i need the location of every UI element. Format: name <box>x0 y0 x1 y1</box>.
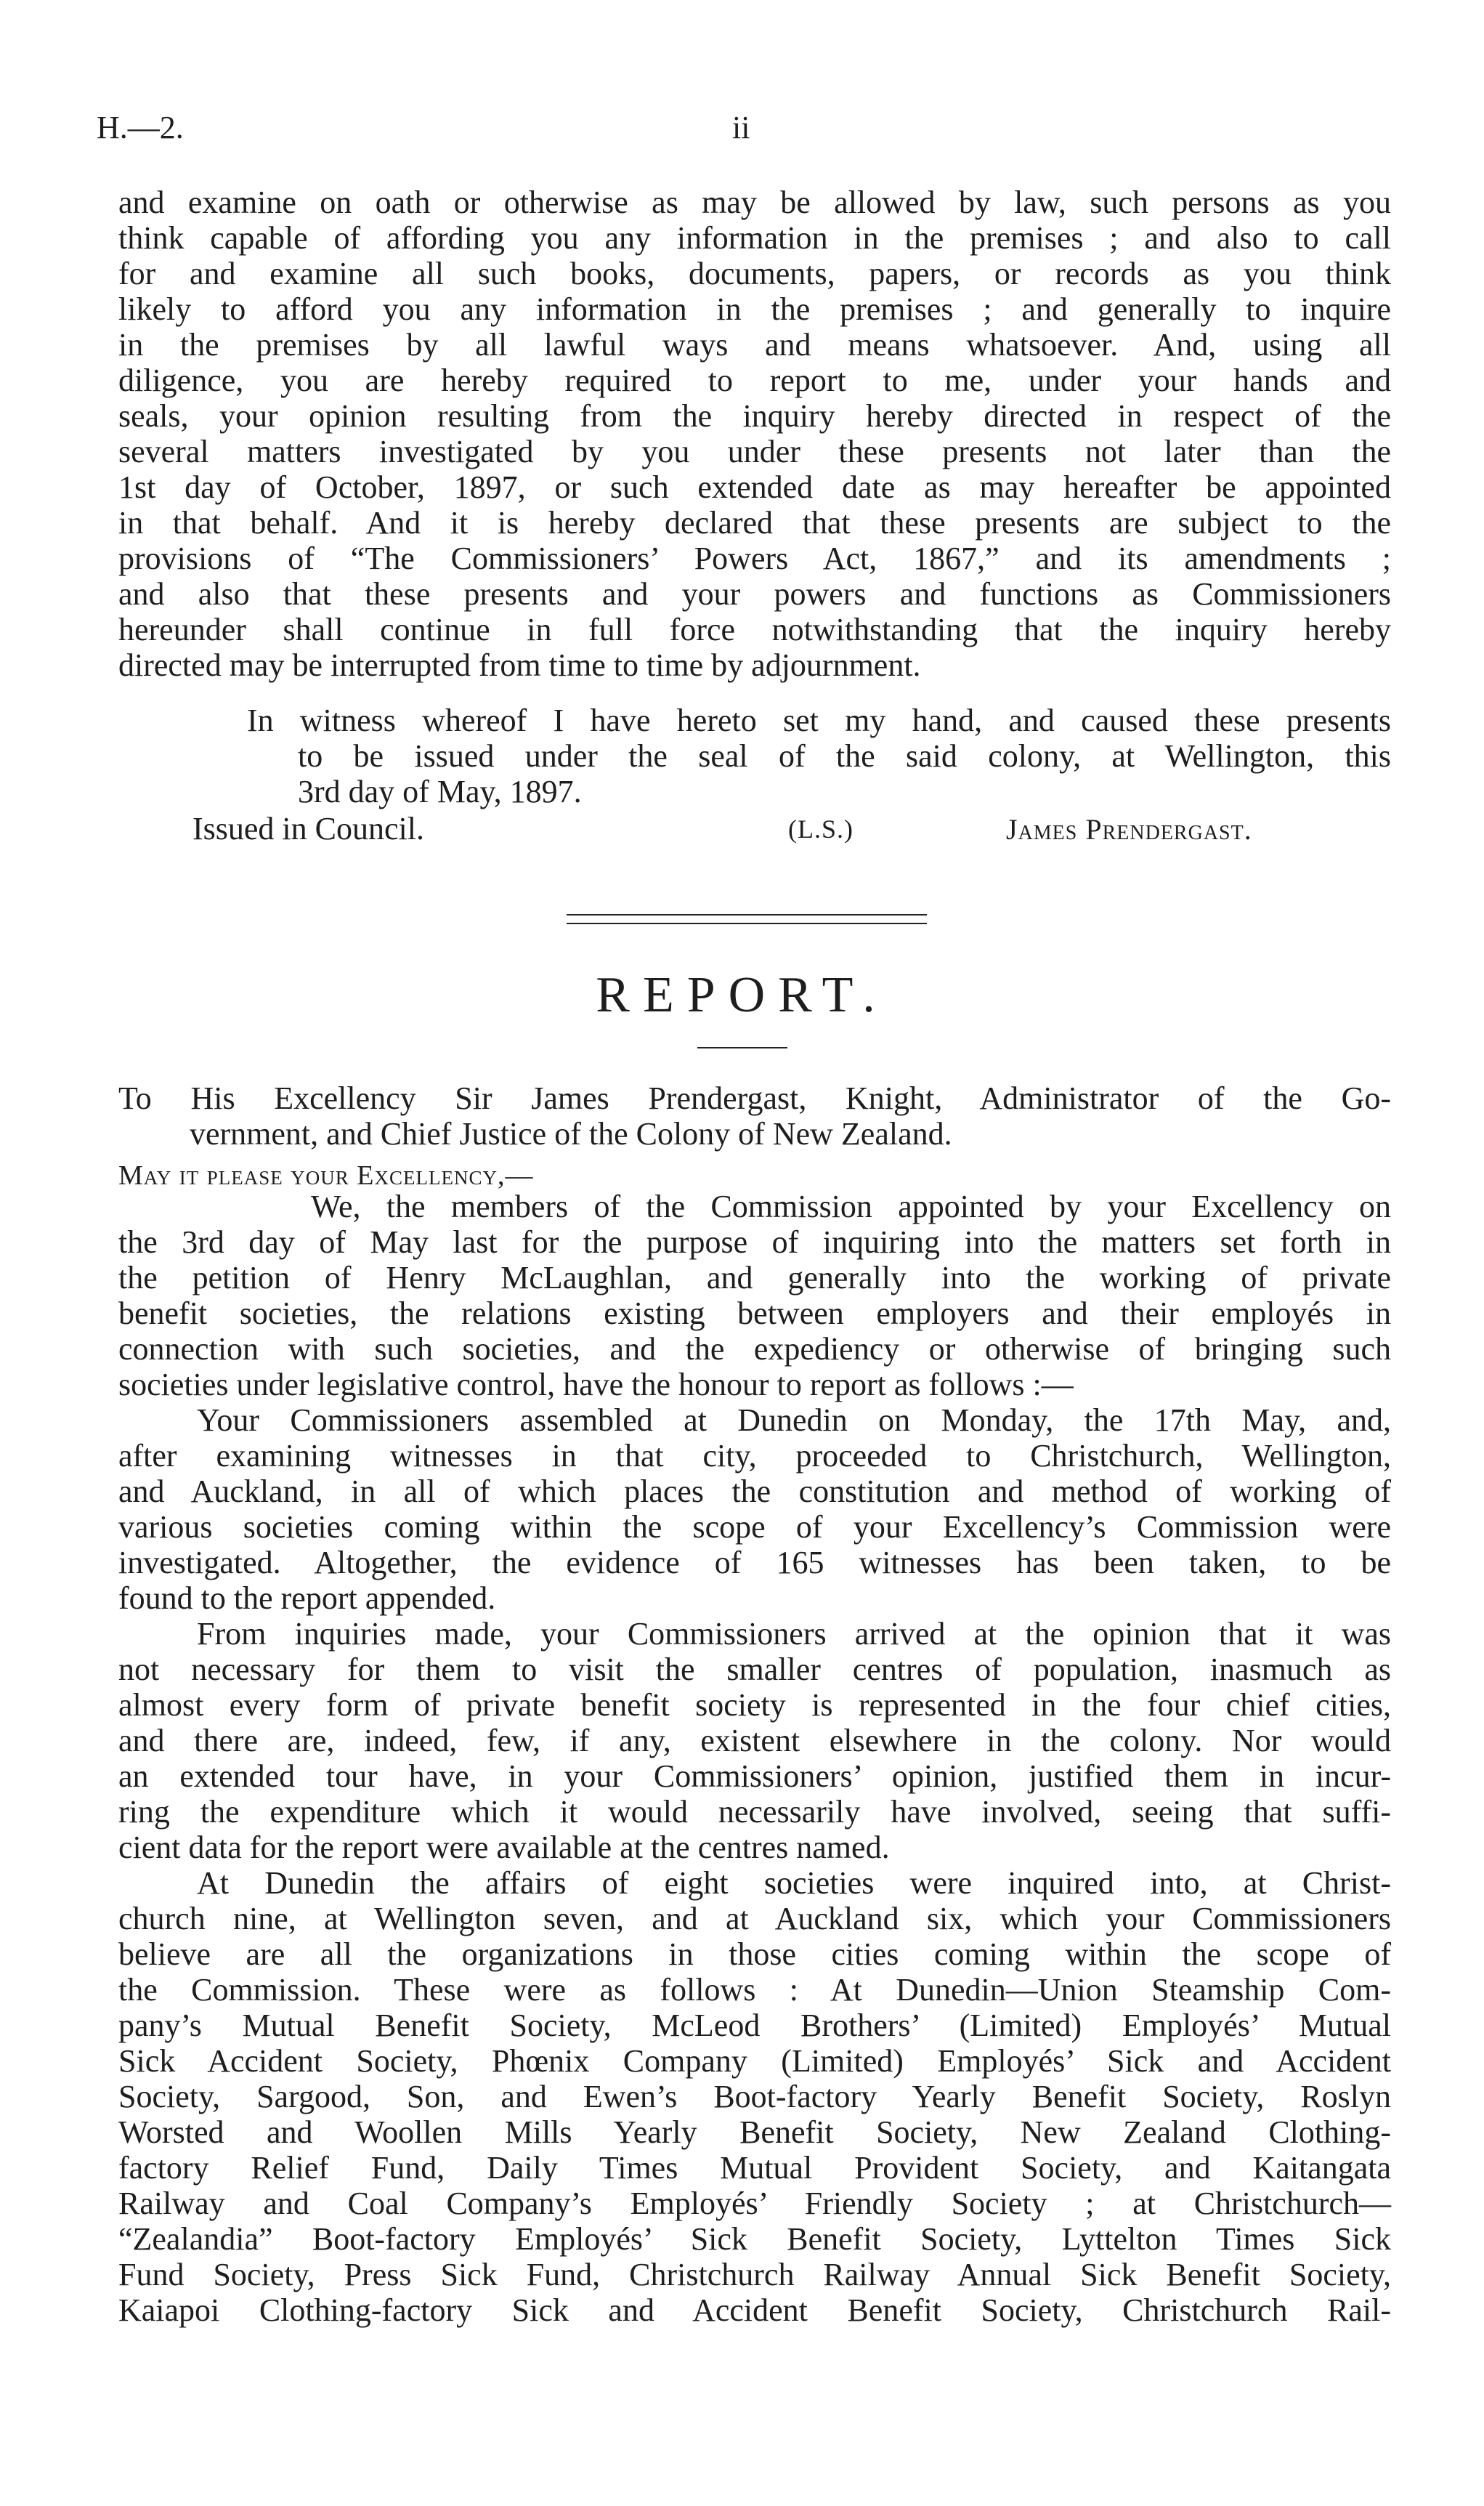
text-line: an extended tour have, in your Commissioners’ opinion, justified them in incur- <box>118 1758 1391 1794</box>
text-line: and also that these presents and your powers and functions as Commissioners <box>118 576 1391 612</box>
text-line: At Dunedin the affairs of eight societies were inquired into, at Christ- <box>197 1865 1391 1901</box>
text-line: think capable of affording you any information in the premises ; and also to call <box>118 220 1391 256</box>
text-line: almost every form of private benefit society is represented in the four chief cities, <box>118 1687 1391 1723</box>
text-line: Railway and Coal Company’s Employés’ Friendly Society ; at Christchurch— <box>118 2186 1391 2221</box>
issued-in-council: Issued in Council. <box>192 811 424 846</box>
text-line: hereunder shall continue in full force notwithstanding that the inquiry hereby <box>118 612 1391 647</box>
title-underline <box>697 1047 787 1048</box>
text-line: connection with such societies, and the expediency or otherwise of bringing such <box>118 1331 1391 1367</box>
text-line: 3rd day of May, 1897. <box>298 774 582 809</box>
text-line: and Auckland, in all of which places the constitution and method of working of <box>118 1474 1391 1509</box>
text-line: the Commission. These were as follows : At Dunedin—Union Steamship Com- <box>118 1972 1391 2008</box>
signatory-name: James Prendergast. <box>1006 813 1252 846</box>
text-line: the petition of Henry McLaughlan, and generally into the working of private <box>118 1260 1391 1296</box>
text-line: investigated. Altogether, the evidence of 165 witnesses has been taken, to be <box>118 1545 1391 1580</box>
text-line: Your Commissioners assembled at Dunedin on Monday, the 17th May, and, <box>197 1402 1391 1438</box>
text-line: In witness whereof I have hereto set my hand, and caused these presents <box>247 703 1391 738</box>
text-line: several matters investigated by you under these presents not later than the <box>118 434 1391 469</box>
section-divider <box>567 914 927 924</box>
text-line: benefit societies, the relations existing between employers and their employés in <box>118 1296 1391 1331</box>
salutation: May it please your Excellency,— <box>118 1160 534 1191</box>
text-line: 1st day of October, 1897, or such extended date as may hereafter be appointed <box>118 469 1391 505</box>
text-line: Sick Accident Society, Phœnix Company (Limited) Employés’ Sick and Accident <box>118 2043 1391 2079</box>
text-line: ring the expenditure which it would necessarily have involved, seeing that suffi- <box>118 1794 1391 1830</box>
commission-text <box>118 185 1391 683</box>
text-line: the 3rd day of May last for the purpose of inquiring into the matters set forth in <box>118 1224 1391 1260</box>
text-line: seals, your opinion resulting from the inquiry hereby directed in respect of the <box>118 398 1391 434</box>
text-line: Kaiapoi Clothing-factory Sick and Accident Benefit Society, Christchurch Rail- <box>118 2292 1391 2328</box>
text-line: Fund Society, Press Sick Fund, Christchurch Railway Annual Sick Benefit Society, <box>118 2257 1391 2292</box>
text-line: for and examine all such books, documents, papers, or records as you think <box>118 256 1391 291</box>
report-address <box>118 1080 1391 1152</box>
report-title: REPORT. <box>596 967 888 1023</box>
text-line: not necessary for them to visit the smaller centres of population, inasmuch as <box>118 1652 1391 1687</box>
text-line: in that behalf. And it is hereby declared that these presents are subject to the <box>118 505 1391 541</box>
text-line: and there are, indeed, few, if any, existent elsewhere in the colony. Nor would <box>118 1723 1391 1758</box>
text-line: We, the members of the Commission appointed by your Excellency on <box>311 1189 1391 1224</box>
text-line: and examine on oath or otherwise as may be allowed by law, such persons as you <box>118 185 1391 220</box>
text-line: vernment, and Chief Justice of the Colony of New Zealand. <box>190 1116 952 1152</box>
report-body <box>118 1189 1391 2328</box>
text-line: found to the report appended. <box>118 1580 496 1616</box>
text-line: likely to afford you any information in the premises ; and generally to inquire <box>118 291 1391 327</box>
text-line: believe are all the organizations in those cities coming within the scope of <box>118 1936 1391 1972</box>
text-line: after examining witnesses in that city, proceeded to Christchurch, Wellington, <box>118 1438 1391 1474</box>
text-line: Worsted and Woollen Mills Yearly Benefit Society, New Zealand Clothing- <box>118 2114 1391 2150</box>
text-line: factory Relief Fund, Daily Times Mutual Provident Society, and Kaitangata <box>118 2150 1391 2186</box>
text-line: cient data for the report were available at the centres named. <box>118 1830 890 1865</box>
text-line: Society, Sargood, Son, and Ewen’s Boot-factory Yearly Benefit Society, Roslyn <box>118 2079 1391 2114</box>
text-line: From inquiries made, your Commissioners arrived at the opinion that it was <box>197 1616 1391 1652</box>
seal-mark: (L.S.) <box>788 815 853 844</box>
text-line: provisions of “The Commissioners’ Powers Act, 1867,” and its amendments ; <box>118 541 1391 576</box>
text-line: various societies coming within the scope of your Excellency’s Commission were <box>118 1509 1391 1545</box>
text-line: to be issued under the seal of the said colony, at Wellington, this <box>298 738 1391 774</box>
page-header-reference: H.—2. <box>97 110 184 145</box>
text-line: societies under legislative control, have the honour to report as follows :— <box>118 1367 1074 1402</box>
text-line: directed may be interrupted from time to time by adjournment. <box>118 647 921 683</box>
text-line: church nine, at Wellington seven, and at Auckland six, which your Commissioners <box>118 1901 1391 1936</box>
witness-clause <box>247 703 1391 809</box>
text-line: in the premises by all lawful ways and means whatsoever. And, using all <box>118 327 1391 363</box>
text-line: diligence, you are hereby required to report to me, under your hands and <box>118 363 1391 398</box>
text-line: To His Excellency Sir James Prendergast, Knight, Administrator of the Go- <box>118 1080 1391 1116</box>
text-line: pany’s Mutual Benefit Society, McLeod Brothers’ (Limited) Employés’ Mutual <box>118 2008 1391 2043</box>
page-number: ii <box>732 110 750 145</box>
text-line: “Zealandia” Boot-factory Employés’ Sick Benefit Society, Lyttelton Times Sick <box>118 2221 1391 2257</box>
